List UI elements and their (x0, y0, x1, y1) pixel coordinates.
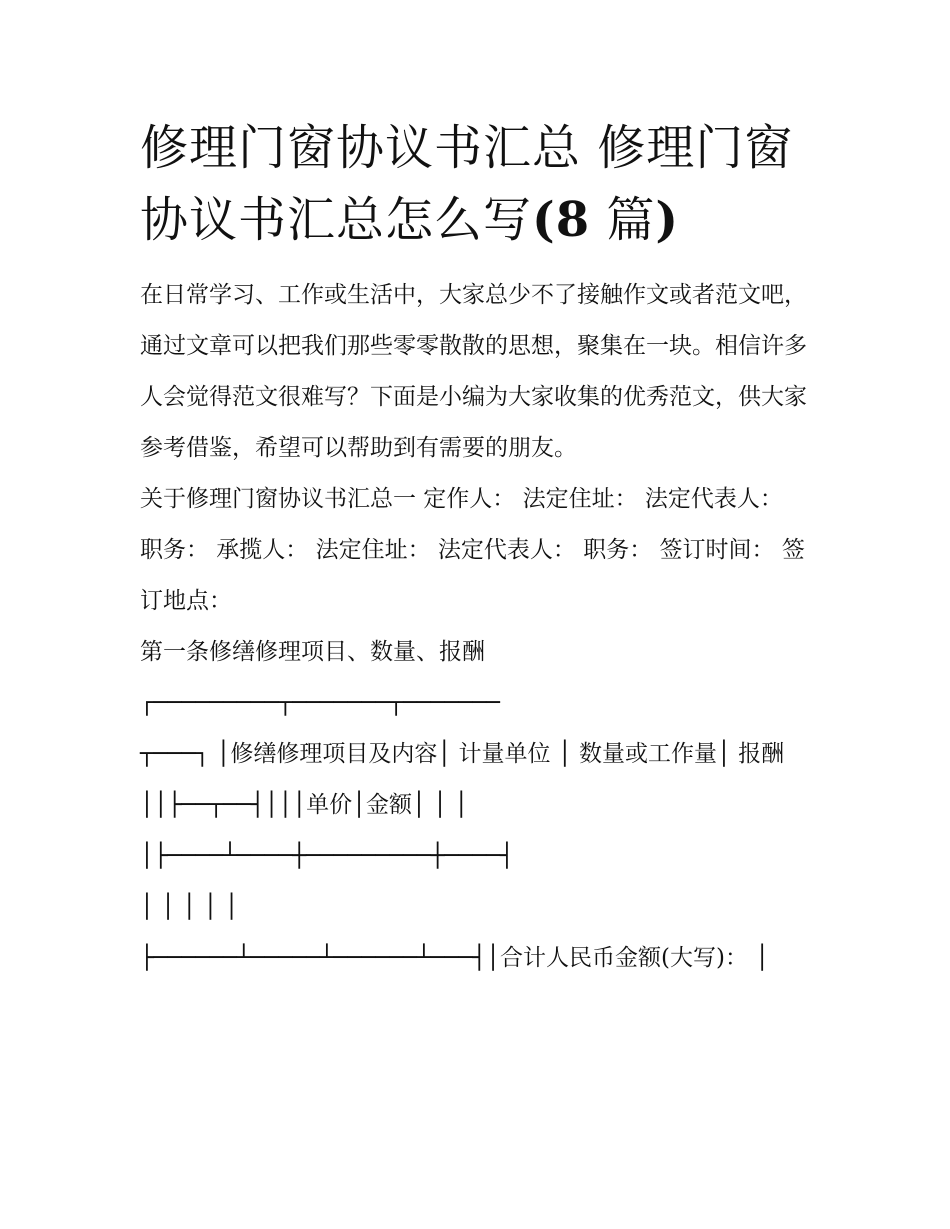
title-count-unit: 篇 (590, 192, 656, 248)
article-1-title: 第一条修缮修理项目、数量、报酬 (140, 639, 485, 665)
document-title (140, 112, 812, 256)
table-row: │├────┴────┼─────────┼────┤ (140, 843, 514, 869)
table-row: ├──────┴─────┴──────┴───┤│合计人民币金额(大写)： │ (140, 945, 770, 971)
intro-paragraph: 在日常学习、工作或生活中，大家总少不了接触作文或者范文吧，通过文章可以把我们那些零零散散的思想，聚集在一块。相信许多人会觉得范文很难写？下面是小编为大家收集的优秀范文，供大家参考借鉴，希望可以帮助到有需要的朋友。 (140, 282, 807, 461)
document-page (140, 112, 812, 984)
table-row: │ │ │ │ │ (140, 894, 239, 920)
table-row: ┌─────────┬───────┬─────── (140, 690, 501, 716)
ascii-table (140, 678, 812, 984)
table-row: ┬───┐ │修缮修理项目及内容│ 计量单位 │ 数量或工作量│ 报酬 (140, 741, 785, 767)
title-line-2: 协议书汇总怎么写 (140, 192, 533, 248)
title-line-1: 修理门窗协议书汇总 修理门窗 (140, 120, 794, 176)
title-count-close: ) (655, 192, 680, 248)
section-1-header: 关于修理门窗协议书汇总一 定作人： 法定住址： 法定代表人： 职务： 承揽人： 法定住址： 法定代表人： 职务： 签订时间： 签订地点： (140, 486, 805, 614)
table-row: ││├──┬──┤│││单价│金额│ │ │ (140, 792, 469, 818)
title-count-open: (8 (532, 192, 591, 248)
